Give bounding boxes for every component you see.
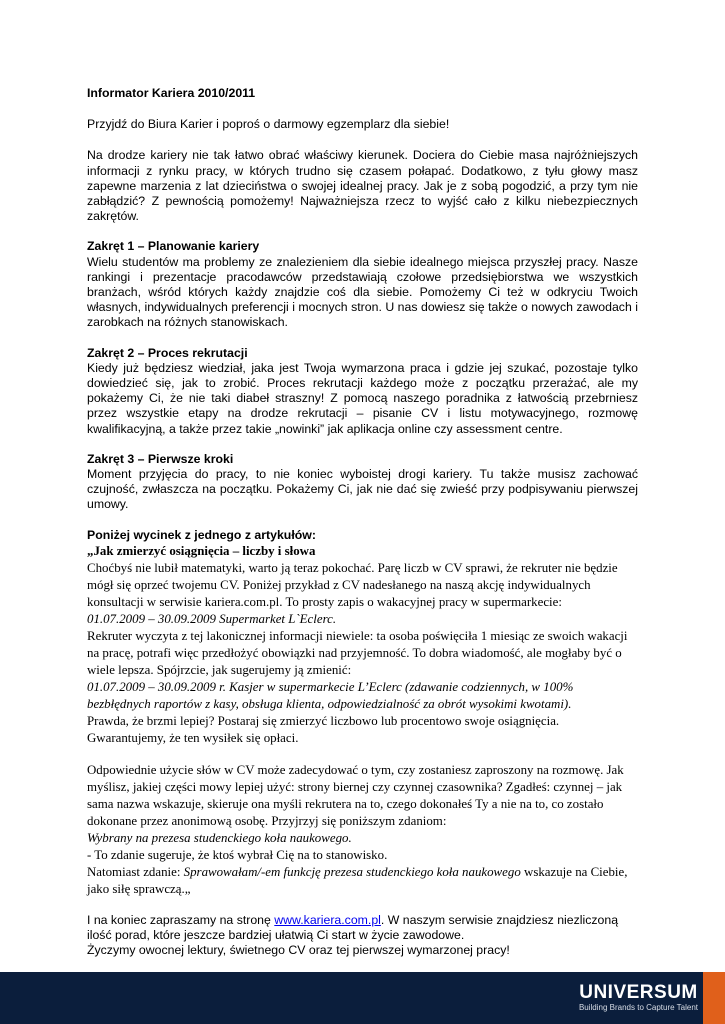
closing-suffix: . W naszym serwisie znajdziesz niezliczoną ilość porad, które jeszcze bardziej ułatwią Ci start w życie zawodowe. <box>87 912 619 943</box>
section-2-heading: Zakręt 2 – Proces rekrutacji <box>87 345 248 360</box>
brand-name: UNIVERSUM <box>579 982 698 1003</box>
excerpt-p6-prefix: Natomiast zdanie: <box>87 864 184 879</box>
intro-line: Przyjdź do Biura Karier i poproś o darmowy egzemplarz dla siebie! <box>87 117 450 132</box>
closing-paragraph <box>87 913 638 943</box>
excerpt-example-1: 01.07.2009 – 30.09.2009 Supermarket L`Eclerc. <box>87 611 337 626</box>
section-3-body: Moment przyjęcia do pracy, to nie koniec wyboistej drogi kariery. Tu także musisz zachować czujność, zwłaszcza na początku. Pokażemy Ci, jak nie dać się zwieść przy podpisywaniu pierwszej umowy. <box>87 467 638 512</box>
excerpt-title: „Jak zmierzyć osiągnięcia – liczby i słowa <box>87 543 316 558</box>
excerpt-paragraph-2: Rekruter wyczyta z tej lakonicznej informacji niewiele: ta osoba poświęciła 1 miesiąc ze swoich wakacji na pracę, potrafi więc przedłożyć obowiązki nad przyjemność. To dobra wiadomość, ale mogłaby być o wiele lepsza. Spójrzcie, jak sugerujemy ją zmienić: <box>87 628 628 677</box>
excerpt-paragraph-5: - To zdanie sugeruje, że ktoś wybrał Cię na to stanowisko. <box>87 847 388 862</box>
excerpt-paragraph-4: Odpowiednie użycie słów w CV może zadecydować o tym, czy zostaniesz zaproszony na rozmowę. Jak myślisz, jakiej części mowy lepiej użyć: strony biernej czy czynnej czasownika? Zgadłeś: czynnej – jak sama nazwa wskazuje, skieruje ona myśli rekrutera na to, czego dokonałeś Ty a nie na to, co zostało dokonane przez anonimową osobę. Przyjrzyj się poniższym zdaniom: <box>87 762 624 828</box>
section-1-body: Wielu studentów ma problemy ze znalezieniem dla siebie idealnego miejsca przyszłej pracy. Nasze rankingi i prezentacje pracodawców przedstawiają czołowe przedsiębiorstwa we wszystkich branżach, wśród których każdy znajdzie coś dla siebie. Pomożemy Ci też w odkryciu Twoich własnych, indywidualnych preferencji i mocnych stron. U nas dowiesz się także o nowych zawodach i zarobkach na różnych stanowiskach. <box>87 254 638 330</box>
closing-wish: Życzymy owocnej lektury, świetnego CV oraz tej pierwszej wymarzonej pracy! <box>87 943 510 958</box>
document-title: Informator Kariera 2010/2011 <box>87 86 256 100</box>
excerpt-p6-suffix: wskazuje na Ciebie, jako siłę sprawczą.„ <box>87 864 628 896</box>
kariera-link[interactable]: www.kariera.com.pl <box>274 912 381 927</box>
document-body <box>87 86 638 990</box>
closing-prefix: I na koniec zapraszamy na stronę <box>87 912 275 927</box>
section-2-body: Kiedy już będziesz wiedział, jaka jest Twoja wymarzona praca i gdzie jej szukać, pozostaje tylko dowiedzieć się, jak to zrobić. Proces rekrutacji każdego może z początku przerażać, ale my pokażemy Ci, że nie taki diabeł straszny! Z pomocą naszego poradnika z łatwością przebrniesz przez wszystkie etapy na drodze rekrutacji – pisanie CV i listu motywacyjnego, rozmowę kwalifikacyjną, a także przez takie „nowinki” jak aplikacja online czy assessment centre. <box>87 360 638 436</box>
brand-tagline: Building Brands to Capture Talent <box>578 1003 699 1012</box>
universum-logo <box>575 983 702 1013</box>
excerpt-intro: Poniżej wycinek z jednego z artykułów: <box>87 527 316 542</box>
excerpt-paragraph-1: Choćbyś nie lubił matematyki, warto ją teraz pokochać. Parę liczb w CV sprawi, że rekruter nie będzie mógł się oprzeć twojemu CV. Poniżej przykład z CV nadesłanego na naszą akcję indywidualnych konsultacji w serwisie kariera.com.pl. To prosty zapis o wakacyjnej pracy w supermarkecie: <box>87 560 618 609</box>
excerpt-paragraph-3: Prawda, że brzmi lepiej? Postaraj się zmierzyć liczbowo lub procentowo swoje osiągnięcia. Gwarantujemy, że ten wysiłek się opłaci. <box>87 713 560 745</box>
excerpt-p6-example: Sprawowałam/-em funkcję prezesa studenckiego koła naukowego <box>183 864 521 879</box>
excerpt-paragraph-6 <box>87 864 638 898</box>
intro-paragraph: Na drodze kariery nie tak łatwo obrać właściwy kierunek. Dociera do Ciebie masa najróżniejszych informacji z rynku pracy, w których trudno się czasem połapać. Dodatkowo, z tyłu głowy masz zapewne marzenia z lat dzieciństwa o swojej idealnej pracy. Jak je z sobą pogodzić, a przy tym nie zabłądzić? Z pewnością pomożemy! Najważniejsza rzecz to wyjść cało z kilku niebezpiecznych zakrętów. <box>87 148 638 224</box>
excerpt-example-2: 01.07.2009 – 30.09.2009 r. Kasjer w supermarkecie L’Eclerc (zdawanie codziennych, w 100% bezbłędnych raportów z kasy, obsługa klienta, odpowiedzialność za obrót wysokimi kwotami). <box>87 679 574 711</box>
excerpt-example-3: Wybrany na prezesa studenckiego koła naukowego. <box>87 830 352 845</box>
footer-accent-stripe <box>703 972 725 1024</box>
section-1-heading: Zakręt 1 – Planowanie kariery <box>87 239 260 254</box>
section-3-heading: Zakręt 3 – Pierwsze kroki <box>87 451 234 466</box>
